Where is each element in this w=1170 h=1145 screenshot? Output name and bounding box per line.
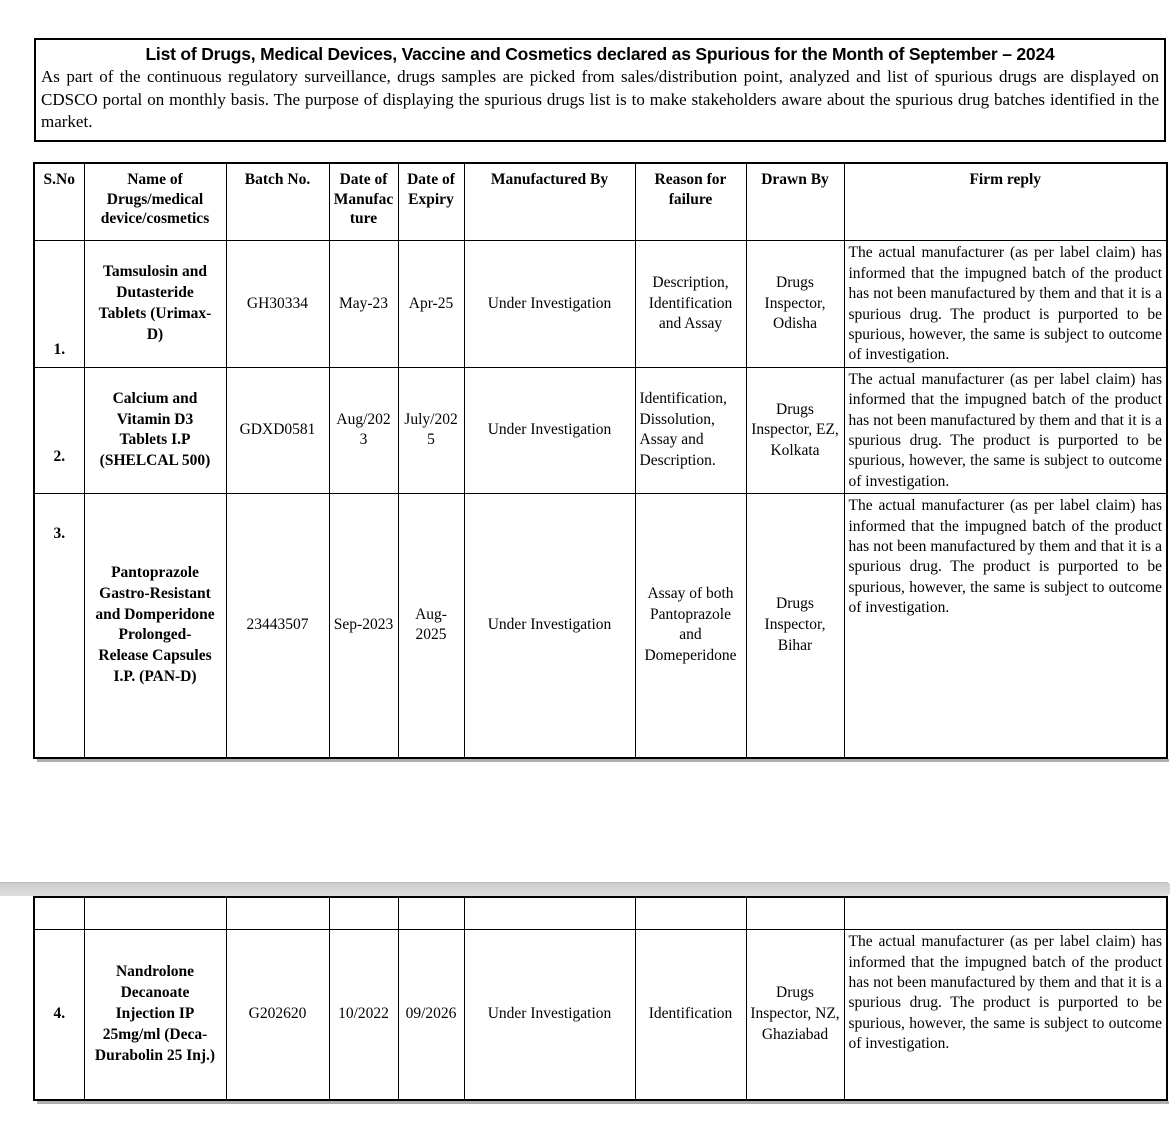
empty-cell	[844, 897, 1167, 930]
cell-mfg-date: Aug/2023	[329, 367, 398, 493]
document-page	[0, 38, 1170, 1104]
col-header-drawn-by: Drawn By	[746, 163, 844, 241]
col-header-sno: S.No	[34, 163, 84, 241]
table-shadow	[37, 1101, 1169, 1104]
cell-sno: 1.	[34, 241, 84, 367]
cell-mfg-date: Sep-2023	[329, 494, 398, 758]
cell-reason: Identification	[635, 930, 746, 1100]
cell-batch: 23443507	[226, 494, 329, 758]
cell-reason: Description, Identification and Assay	[635, 241, 746, 367]
cell-drug-name: Tamsulosin and Dutasteride Tablets (Urimax-D)	[84, 241, 226, 367]
cell-firm-reply: The actual manufacturer (as per label claim) has informed that the impugned batch of the product has not been manufactured by them and that it is a spurious drug. The product is purported to be spurious, however, the same is subject to outcome of investigation.	[844, 241, 1167, 367]
empty-cell	[226, 897, 329, 930]
spurious-drugs-table-page1	[33, 162, 1168, 759]
cell-drawn-by: Drugs Inspector, EZ, Kolkata	[746, 367, 844, 493]
cell-firm-reply: The actual manufacturer (as per label claim) has informed that the impugned batch of the product has not been manufactured by them and that it is a spurious drug. The product is purported to be spurious, however, the same is subject to outcome of investigation.	[844, 930, 1167, 1100]
document-header	[34, 38, 1166, 142]
col-header-batch: Batch No.	[226, 163, 329, 241]
cell-drawn-by: Drugs Inspector, Odisha	[746, 241, 844, 367]
col-header-mfg-date: Date of Manufacture	[329, 163, 398, 241]
table-header-row	[34, 163, 1167, 241]
cell-drug-name: Nandrolone Decanoate Injection IP 25mg/ml (Deca-Durabolin 25 Inj.)	[84, 930, 226, 1100]
cell-batch: GDXD0581	[226, 367, 329, 493]
cell-exp-date: Aug-2025	[398, 494, 464, 758]
cell-firm-reply: The actual manufacturer (as per label claim) has informed that the impugned batch of the product has not been manufactured by them and that it is a spurious drug. The product is purported to be spurious, however, the same is subject to outcome of investigation.	[844, 367, 1167, 493]
cell-exp-date: July/2025	[398, 367, 464, 493]
page-gap	[0, 762, 1170, 882]
cell-drawn-by: Drugs Inspector, Bihar	[746, 494, 844, 758]
empty-cell	[84, 897, 226, 930]
table-row	[34, 494, 1167, 758]
spurious-drugs-table-page2	[33, 896, 1168, 1101]
table-row	[34, 930, 1167, 1100]
empty-cell	[398, 897, 464, 930]
cell-drug-name: Calcium and Vitamin D3 Tablets I.P (SHELCAL 500)	[84, 367, 226, 493]
table-row	[34, 241, 1167, 367]
cell-exp-date: Apr-25	[398, 241, 464, 367]
empty-header-row	[34, 897, 1167, 930]
cell-manufactured-by: Under Investigation	[464, 367, 635, 493]
cell-drug-name: Pantoprazole Gastro-Resistant and Domperidone Prolonged-Release Capsules I.P. (PAN-D)	[84, 494, 226, 758]
col-header-manufactured-by: Manufactured By	[464, 163, 635, 241]
cell-reason: Identification, Dissolution, Assay and Description.	[635, 367, 746, 493]
page-break-separator	[0, 882, 1170, 896]
cell-sno: 4.	[34, 930, 84, 1100]
empty-cell	[635, 897, 746, 930]
cell-sno: 2.	[34, 367, 84, 493]
cell-manufactured-by: Under Investigation	[464, 930, 635, 1100]
cell-mfg-date: 10/2022	[329, 930, 398, 1100]
cell-sno: 3.	[34, 494, 84, 758]
cell-batch: G202620	[226, 930, 329, 1100]
cell-reason: Assay of both Pantoprazole and Domeperidone	[635, 494, 746, 758]
cell-manufactured-by: Under Investigation	[464, 494, 635, 758]
page-title: List of Drugs, Medical Devices, Vaccine and Cosmetics declared as Spurious for the Month of September – 2024	[145, 44, 1055, 64]
cell-exp-date: 09/2026	[398, 930, 464, 1100]
cell-mfg-date: May-23	[329, 241, 398, 367]
cell-firm-reply: The actual manufacturer (as per label claim) has informed that the impugned batch of the product has not been manufactured by them and that it is a spurious drug. The product is purported to be spurious, however, the same is subject to outcome of investigation.	[844, 494, 1167, 758]
document-description: As part of the continuous regulatory surveillance, drugs samples are picked from sales/distribution point, analyzed and list of spurious drugs are displayed on CDSCO portal on monthly basis. The purpose of displaying the spurious drugs list is to make stakeholders aware about the spurious drug batches identified in the market.	[41, 67, 1159, 132]
empty-cell	[464, 897, 635, 930]
cell-batch: GH30334	[226, 241, 329, 367]
col-header-exp-date: Date of Expiry	[398, 163, 464, 241]
cell-manufactured-by: Under Investigation	[464, 241, 635, 367]
cell-drawn-by: Drugs Inspector, NZ, Ghaziabad	[746, 930, 844, 1100]
col-header-reason: Reason for failure	[635, 163, 746, 241]
empty-cell	[746, 897, 844, 930]
empty-cell	[34, 897, 84, 930]
col-header-firm-reply: Firm reply	[844, 163, 1167, 241]
table-row	[34, 367, 1167, 493]
col-header-name: Name of Drugs/medical device/cosmetics	[84, 163, 226, 241]
empty-cell	[329, 897, 398, 930]
